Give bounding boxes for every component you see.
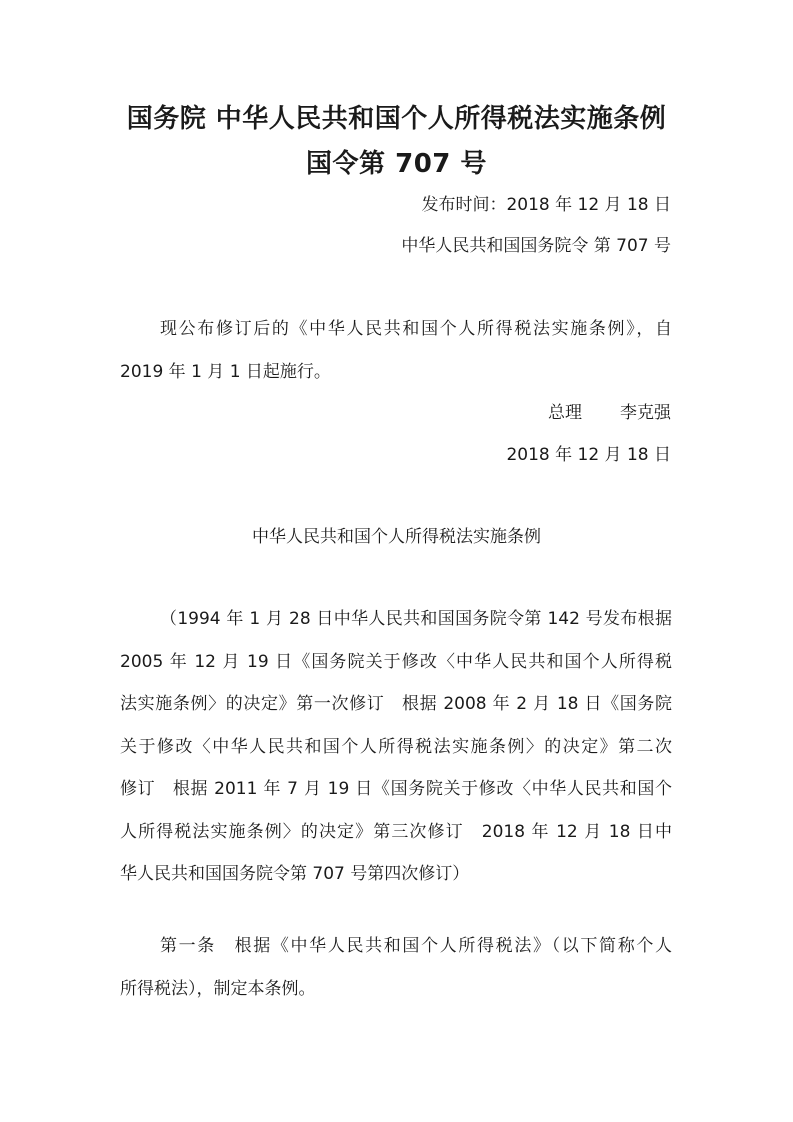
text-line: 现公布修订后的《中华人民共和国个人所得税法实施条例》，自 (160, 319, 672, 339)
intro-paragraph (120, 308, 672, 393)
text-line: 人所得税法实施条例〉的决定》第三次修订 2018 年 12 月 18 日中 (120, 821, 672, 842)
text-line: 2005 年 12 月 19 日《国务院关于修改〈中华人民共和国个人所得税 (120, 651, 672, 672)
signature-name: 李克强 (620, 403, 671, 423)
signature-date: 2018 年 12 月 18 日 (506, 445, 671, 465)
text-line: 所得税法），制定本条例。 (120, 978, 316, 999)
text-line: 华人民共和国国务院令第 707 号第四次修订） (120, 864, 470, 884)
publish-time: 发布时间：2018 年 12 月 18 日 (421, 195, 671, 215)
text-line: 2019 年 1 月 1 日起施行。 (120, 361, 331, 382)
signature (548, 398, 671, 423)
revision-history-paragraph (120, 598, 672, 896)
document-title: 国务院 中华人民共和国个人所得税法实施条例 (126, 104, 667, 134)
text-line: 修订 根据 2011 年 7 月 19 日《国务院关于修改〈中华人民共和国个 (120, 779, 672, 799)
regulation-subtitle: 中华人民共和国个人所得税法实施条例 (252, 527, 541, 547)
article-1-paragraph (120, 925, 672, 1010)
text-line: （1994 年 1 月 28 日中华人民共和国国务院令第 142 号发布根据 (160, 609, 672, 629)
decree-number-title: 国令第 707 号 (306, 149, 487, 179)
text-line: 关于修改〈中华人民共和国个人所得税法实施条例〉的决定》第二次 (120, 736, 672, 757)
decree-reference: 中华人民共和国国务院令 第 707 号 (401, 236, 671, 256)
text-line: 第一条 根据《中华人民共和国个人所得税法》（以下简称个人 (160, 936, 672, 956)
text-line: 法实施条例〉的决定》第一次修订 根据 2008 年 2 月 18 日《国务院 (120, 694, 672, 714)
signature-title: 总理 (548, 403, 582, 423)
